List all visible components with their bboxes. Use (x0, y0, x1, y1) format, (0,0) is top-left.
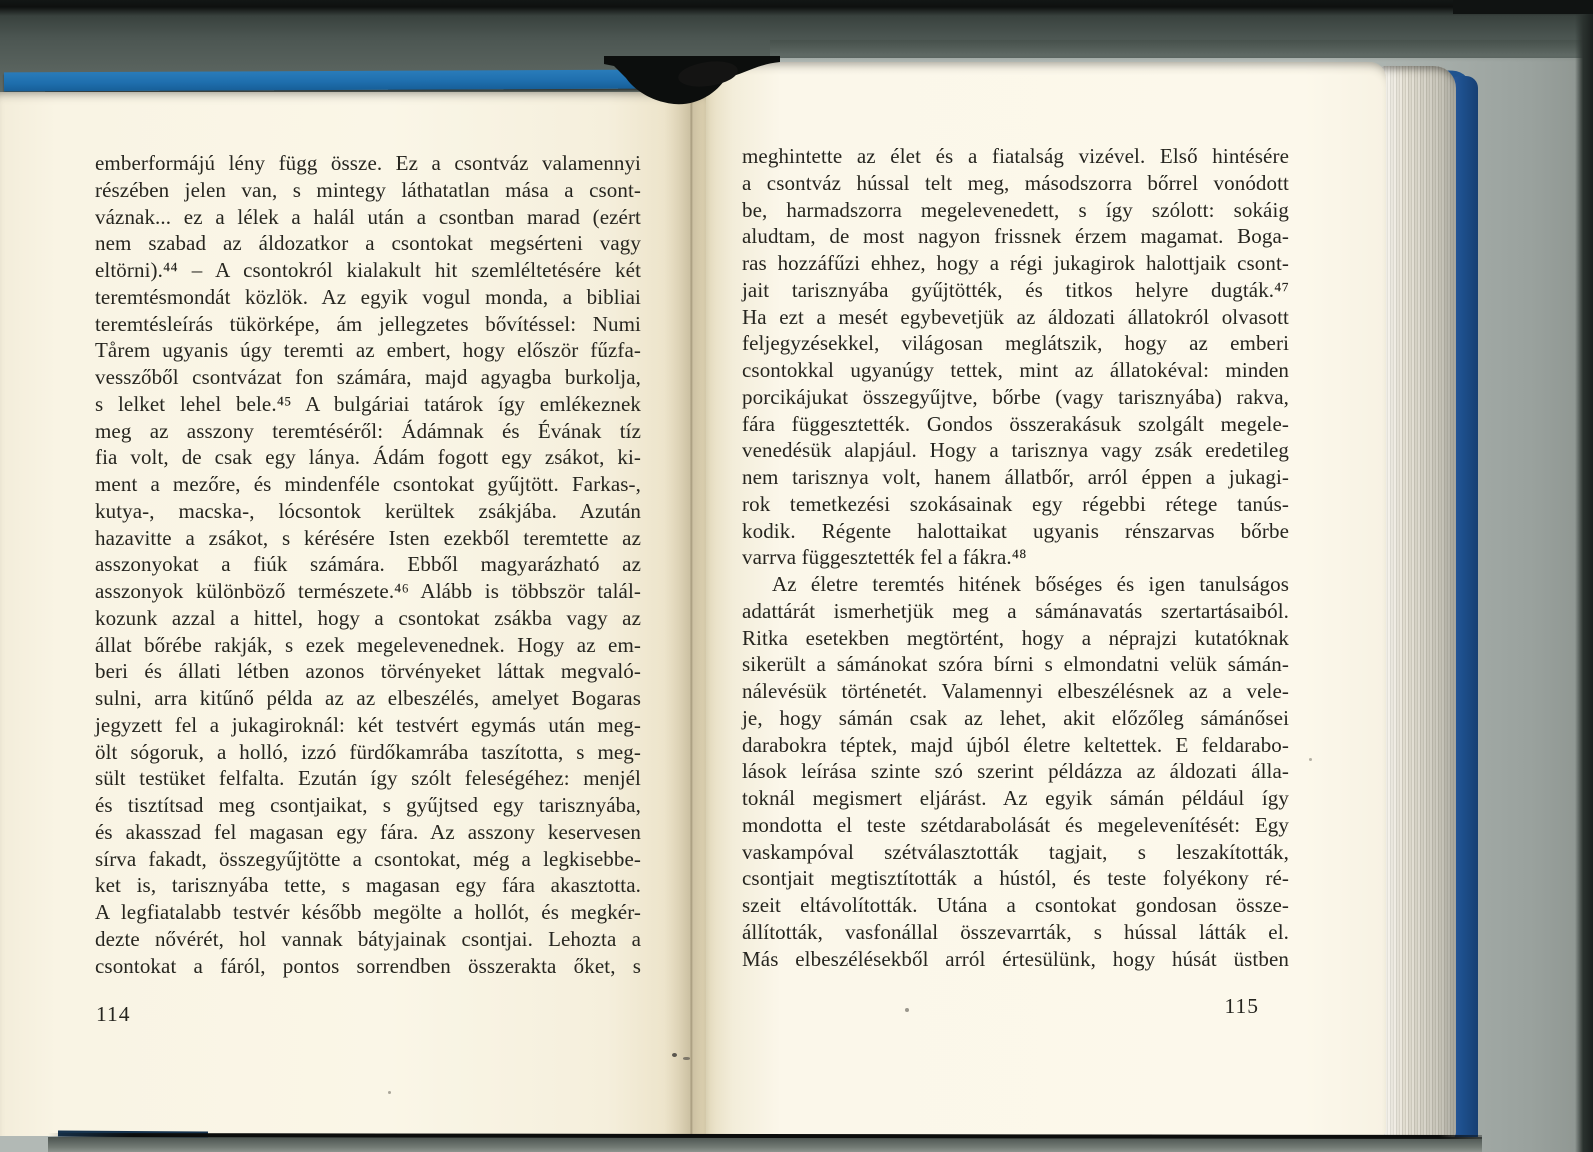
text-line: rok temetkezési szokásainak egy régebbi rétege tanús- (742, 491, 1289, 516)
text-line: mondotta el teste szétdarabolását és megelevenítését: Egy (742, 812, 1289, 837)
text-line: váznak... ez a lélek a halál után a csontban marad (ezért (95, 204, 641, 229)
text-line: állat bőrébe rakják, s ezek megelevenednek. Hogy az em- (95, 632, 641, 657)
text-line: és tisztítsad meg csontjaikat, s gyűjtsed egy tarisznyába, (95, 793, 641, 817)
text-line: nem szabad az áldozatkor a csontokat megsérteni vagy (95, 231, 641, 256)
text-line: meg az asszony teremtéséről: Ádámnak és Évának tíz (95, 418, 641, 443)
right-page-text (742, 143, 1289, 972)
text-line: emberformájú lény függ össze. Ez a csontváz valamennyi (95, 151, 641, 175)
text-line: jait tarisznyába gyűjtötték, és titkos helyre dugták.⁴⁷ (742, 277, 1289, 302)
text-line: Ha ezt a mesét egybevetjük az áldozati állatokról olvasott (742, 304, 1289, 329)
text-line: teremtésmondát közlök. Az egyik vogul monda, a bibliai (95, 284, 641, 309)
text-line: asszonyokat a fiúk számára. Ebből magyarázható az (95, 552, 641, 577)
text-line: ket is, tarisznyába tette, s magasan egy fára akasztotta. (95, 873, 641, 898)
cover-top-edge (4, 70, 660, 92)
text-line: adattárát ismerhetjük meg a sámánavatás szertartásaiból. (742, 598, 1289, 623)
text-line: venedésük alapjául. Hogy a tarisznya vagy zsák eredetileg (742, 438, 1289, 463)
text-line: csontjait megtisztították a hústól, és teste folyékony ré- (742, 866, 1289, 891)
text-line: meghintette az élet és a fiatalság vizével. Első hintésére (742, 144, 1289, 168)
text-line: eltörni).⁴⁴ – A csontokról kialakult hit szemléltetésére két (95, 258, 641, 282)
text-line: csontokat a fáról, pontos sorrendben összerakta őket, s (95, 953, 641, 978)
scanner-corner-shadow (1453, 0, 1593, 14)
text-line: s lelket lehel bele.⁴⁵ A bulgáriai tatárok így emlékeznek (95, 391, 641, 416)
text-line: je, hogy sámán csak az lehet, akit előzőleg sámánősei (742, 705, 1289, 730)
text-line: aludtam, de most nagyon frissnek érzem magamat. Boga- (742, 224, 1289, 249)
text-line: állították, vasfonállal összevarrták, s hússal látták el. (742, 919, 1289, 944)
text-line: lások leírása szinte szó szerint példázza az áldozati álla- (742, 759, 1289, 784)
text-line: és akasszad fel magasan egy fára. Az asszony keservesen (95, 819, 641, 844)
scanner-right-edge (1575, 0, 1593, 1152)
text-line: fára függesztették. Gondos összerakásuk szolgált megele- (742, 411, 1289, 436)
text-line: ras hozzáfűzi ehhez, hogy a régi jukagirok halottjaik csont- (742, 251, 1289, 275)
text-line: ölt sógoruk, a holló, izzó fürdőkamrába taszította, s meg- (95, 739, 641, 764)
left-page-text (95, 150, 641, 979)
text-line: hazavitte a zsákot, s kérésére Isten ezekből teremtette az (95, 525, 641, 550)
text-line: ment a mezőre, és mindenféle csontokat gyűjtött. Farkas-, (95, 472, 641, 496)
text-line: fia volt, de csak egy lánya. Ádám fogott egy zsákot, ki- (95, 445, 641, 470)
text-line: porcikájukat összegyűjtve, bőrbe (vagy tarisznyába) rakva, (742, 384, 1289, 409)
text-line: kozunk azzal a hittel, hogy a csontokat zsákba vagy az (95, 605, 641, 630)
text-line: darabokra téptek, majd újból életre keltettek. E feldarabo- (742, 732, 1289, 757)
text-line: sírva fakadt, összegyűjtötte a csontokat, még a legkisebbe- (95, 846, 641, 871)
text-line: a csontváz hússal telt meg, másodszorra bőrrel vonódott (742, 170, 1289, 195)
text-line: be, harmadszorra megelevenedett, s így szólott: sokáig (742, 197, 1289, 222)
scanner-top-shadow-fade (770, 40, 1593, 62)
dust-speck (672, 1053, 677, 1057)
text-line: nálevésük történetét. Valamennyi elbeszélésnek az a vele- (742, 679, 1289, 703)
text-line: részében jelen van, s mintegy láthatatlan mása a csont- (95, 177, 641, 202)
text-line: asszonyok különböző természete.⁴⁶ Alább is többször talál- (95, 579, 641, 603)
spine-gap-shadow (604, 56, 780, 118)
text-line: A legfiatalabb testvér később megölte a hollót, és megkér- (95, 900, 641, 924)
text-line: sikerült a sámánokat szóra bírni s elmondatni velük sámán- (742, 652, 1289, 677)
text-line: Ritka esetekben megtörtént, hogy a néprajzi kutatóknak (742, 625, 1289, 650)
text-line: feljegyzésekkel, világosan meglátszik, hogy az emberi (742, 331, 1289, 356)
dust-speck (683, 1057, 690, 1060)
page-stack-fore-edge (1382, 66, 1456, 1140)
dust-speck (1309, 758, 1312, 761)
text-line: kodik. Régente halottaikat ugyanis rénszarvas bőrbe (742, 518, 1289, 543)
text-line: dezte nővérét, hol vannak bátyjainak csontjai. Lehozta a (95, 926, 641, 951)
text-line: Az életre teremtés hitének bőséges és igen tanulságos (772, 572, 1289, 596)
dust-speck (905, 1008, 909, 1012)
text-line: vaskampóval szétválasztották tagjait, s leszakították, (742, 839, 1289, 864)
text-line: csontokkal ugyanúgy tettek, mint az állatokéval: minden (742, 358, 1289, 382)
dust-speck (388, 1091, 391, 1094)
scanner-bottom-shadow (48, 1137, 1482, 1152)
text-line: toknál megismert eljárást. Az egyik sámán például így (742, 786, 1289, 810)
text-line: nem tarisznya volt, hanem állatbőr, arról éppen a jukagi- (742, 465, 1289, 489)
text-line: teremtésleírás tükörképe, ám jellegzetes bővítéssel: Numi (95, 311, 641, 336)
text-line: Más elbeszélésekből arról értesülünk, hogy húsát üstben (742, 946, 1289, 971)
right-page-number: 115 (1224, 994, 1259, 1018)
text-line: sült testüket felfalta. Ezután így szólt feleségéhez: menjél (95, 766, 641, 791)
text-line: vesszőből csontvázat fon számára, majd agyagba burkolja, (95, 365, 641, 389)
text-line: beri és állati létben azonos törvényeket láttak megvaló- (95, 659, 641, 684)
text-line: kutya-, macska-, lócsontok kerültek zsákjába. Azután (95, 498, 641, 523)
text-line: varrva függesztették fel a fákra.⁴⁸ (742, 545, 1027, 570)
text-line: Tårem ugyanis úgy teremti az embert, hogy először fűzfa- (95, 338, 641, 363)
left-page-number: 114 (96, 1002, 131, 1026)
text-line: jegyzett fel a jukagiroknál: két testvért egymás után meg- (95, 712, 641, 737)
text-line: sulni, arra kitűnő példa az az elbeszélés, amelyet Bogaras (95, 686, 641, 710)
text-line: szeit eltávolították. Utána a csontokat gondosan össze- (742, 893, 1289, 917)
